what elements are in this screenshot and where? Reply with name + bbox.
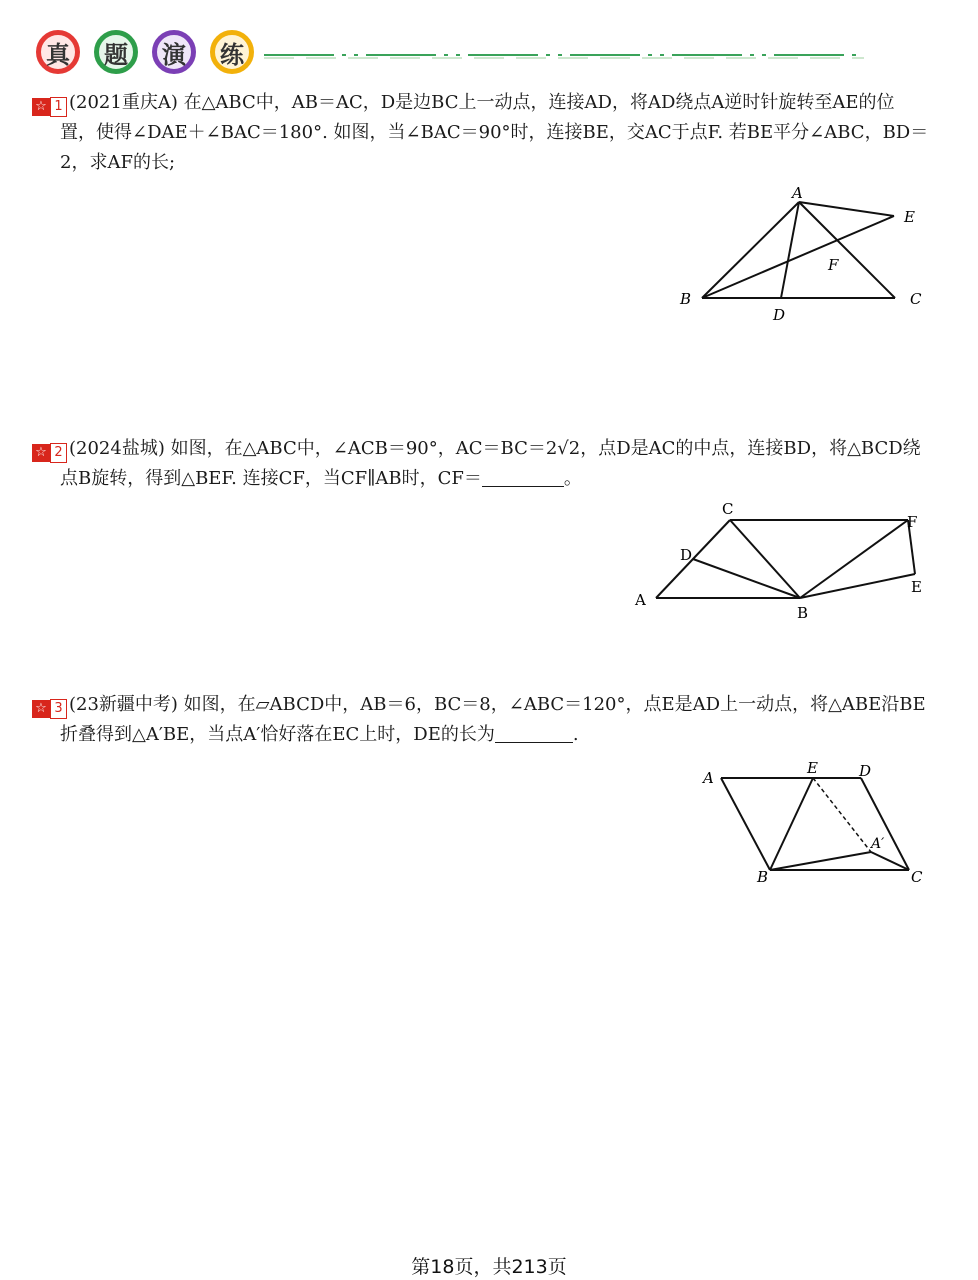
label-C: C (910, 290, 922, 308)
segment-AB (721, 778, 770, 870)
header-decorative-line (264, 50, 864, 60)
problem-1-line-2 (32, 118, 929, 148)
problem-1-text-3: 2，求AF的长; (60, 152, 176, 173)
label-D: D (680, 546, 693, 564)
label-D: D (773, 306, 786, 324)
segment-EB (770, 778, 813, 870)
problem-1-line-1 (32, 88, 922, 118)
label-F: F (828, 256, 839, 274)
star-icon: ☆ (32, 98, 50, 116)
problem-2-line-2 (32, 464, 922, 494)
end-mark: 。 (563, 468, 582, 489)
problem-2-line-1 (32, 434, 922, 464)
problem-3 (32, 690, 926, 750)
problem-2-text-2: 点B旋转，得到△BEF. 连接CF，当CF∥AB时，CF＝ (60, 468, 482, 489)
page-number: 第18页，共213页 (411, 1256, 567, 1278)
label-A: A (792, 184, 803, 202)
segment-DC (861, 778, 909, 870)
label-B: B (757, 868, 769, 886)
problem-number: 2 (50, 443, 67, 463)
label-D: D (859, 762, 872, 780)
label-B: B (680, 290, 692, 308)
label-A-prime: A′ (871, 836, 885, 852)
star-icon: ☆ (32, 444, 50, 462)
label-B: B (797, 604, 809, 622)
problem-1-text-1: (2021重庆A) 在△ABC中，AB＝AC，D是边BC上一动点，连接AD，将AD绕点A逆时针旋转至AE的位 (69, 92, 895, 113)
problem-1-figure (670, 180, 930, 330)
problem-number: 3 (50, 699, 67, 719)
segment-DB (693, 559, 800, 598)
label-C: C (722, 500, 734, 518)
problem-1-text-2: 置，使得∠DAE＋∠BAC＝180°. 如图，当∠BAC＝90°时，连接BE，交AC于点F. 若BE平分∠ABC，BD＝ (60, 122, 929, 143)
problem-2 (32, 434, 922, 494)
problem-3-text-2: 折叠得到△A′BE，当点A′恰好落在EC上时，DE的长为 (60, 724, 495, 745)
problem-3-figure (695, 758, 935, 888)
problem-3-line-2 (32, 720, 922, 750)
header-badge-yan: 演 (152, 30, 196, 74)
problem-3-text-1: (23新疆中考) 如图，在▱ABCD中，AB＝6，BC＝8，∠ABC＝120°，点E是AD上一动点，将△ABE沿BE (69, 694, 926, 715)
label-E: E (807, 759, 818, 777)
problem-2-figure (628, 500, 938, 625)
problem-2-text-1: (2024盐城) 如图，在△ABC中，∠ACB＝90°，AC＝BC＝2√2，点D是AC的中点，连接BD，将△BCD绕 (69, 438, 921, 459)
label-A: A (703, 769, 714, 787)
header-badge-lian: 练 (210, 30, 254, 74)
label-E: E (911, 578, 922, 596)
header-badge-ti: 题 (94, 30, 138, 74)
label-A: A (635, 591, 646, 609)
segment-BAprime (770, 852, 871, 870)
segment-AE (799, 202, 894, 216)
problem-1-line-3 (32, 148, 922, 178)
problem-number: 1 (50, 97, 67, 117)
problem-1 (32, 88, 929, 178)
label-F: F (907, 513, 918, 531)
end-mark: . (572, 724, 579, 745)
star-icon: ☆ (32, 700, 50, 718)
segment-BE (702, 216, 894, 298)
answer-blank[interactable] (495, 722, 573, 743)
label-E: E (904, 208, 915, 226)
answer-blank[interactable] (482, 466, 564, 487)
label-C: C (911, 868, 923, 886)
section-header (36, 28, 866, 80)
header-badge-zhen: 真 (36, 30, 80, 74)
problem-3-line-1 (32, 690, 926, 720)
segment-EAprime (813, 778, 871, 852)
